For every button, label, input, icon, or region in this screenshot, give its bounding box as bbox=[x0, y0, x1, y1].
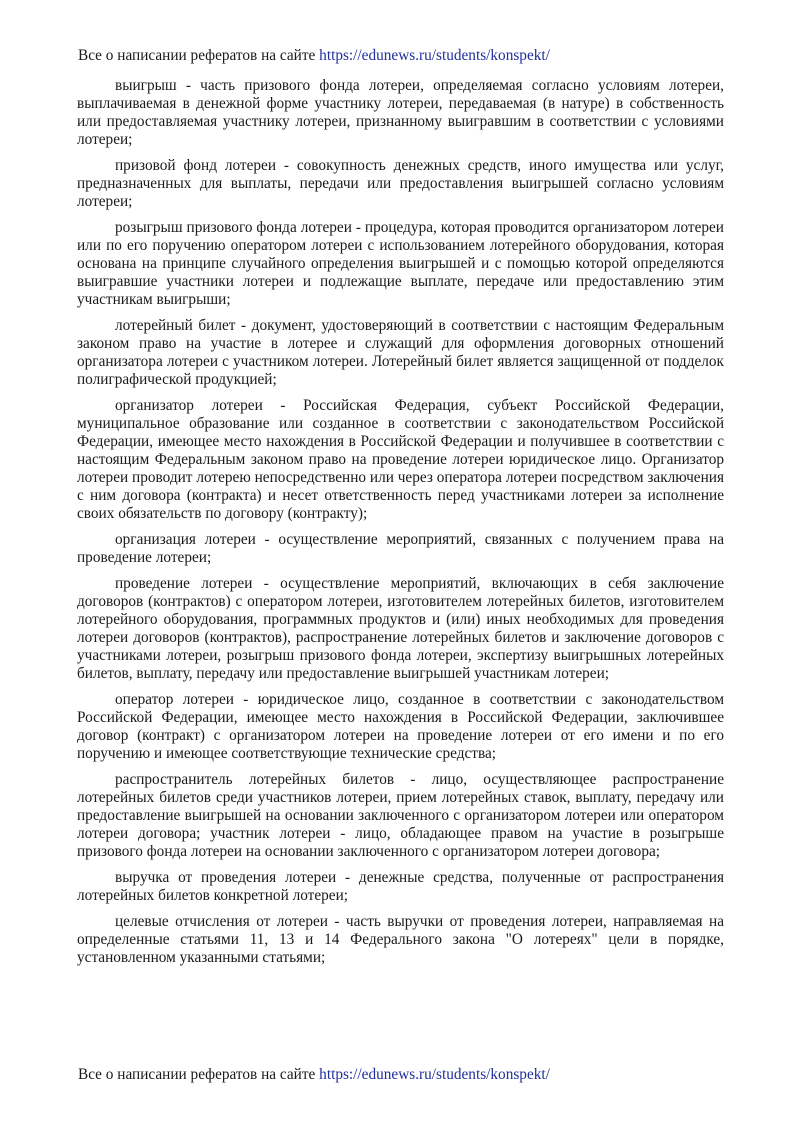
paragraph-lottery-revenue: выручка от проведения лотереи - денежные средства, полученные от распространения лотерейных билетов конкретной лотереи; bbox=[77, 869, 724, 904]
paragraph-lottery-operator: оператор лотереи - юридическое лицо, созданное в соответствии с законодательством Российской Федерации, имеющее место нахождения в Российской Федерации, заключившее договор (контракт) с организатором лотереи на проведение лотереи от его имени и по его поручению и имеющее соответствующие технические средства; bbox=[77, 691, 724, 762]
page-header bbox=[78, 47, 550, 65]
paragraph-target-deductions: целевые отчисления от лотереи - часть выручки от проведения лотереи, направляемая на определенные статьями 11, 13 и 14 Федерального закона "О лотереях" цели в порядке, установленном указанными статьями; bbox=[77, 913, 724, 966]
footer-text: Все о написании рефератов на сайте bbox=[78, 1066, 316, 1083]
paragraph-lottery-conduct: проведение лотереи - осуществление мероприятий, включающих в себя заключение договоров (контрактов) с оператором лотереи, изготовителем лотерейных билетов, изготовителем лотерейного оборудования, программных продуктов и (или) иных необходимых для проведения лотереи договоров (контрактов), распространение лотерейных билетов и заключение договоров с участниками лотереи, розыгрыш призового фонда лотереи, экспертизу выигрышных лотерейных билетов, выплату, передачу или предоставление выигрышей участникам лотереи; bbox=[77, 575, 724, 682]
paragraph-lottery-organizer: организатор лотереи - Российская Федерация, субъект Российской Федерации, муниципальное образование или созданное в соответствии с законодательством Российской Федерации, имеющее место нахождения в Российской Федерации и получившее в соответствии с настоящим Федеральным законом право на проведение лотереи юридическое лицо. Организатор лотереи проводит лотерею непосредственно или через оператора лотереи посредством заключения с ним договора (контракта) и несет ответственность перед участниками лотереи за исполнение своих обязательств по договору (контракту); bbox=[77, 397, 724, 522]
header-link[interactable]: https://edunews.ru/students/konspekt/ bbox=[319, 47, 550, 64]
footer-link[interactable]: https://edunews.ru/students/konspekt/ bbox=[319, 1066, 550, 1083]
paragraph-prize-fund: призовой фонд лотереи - совокупность денежных средств, иного имущества или услуг, предназначенных для выплаты, передачи или предоставления выигрышей согласно условиям лотереи; bbox=[77, 157, 724, 210]
page-footer bbox=[78, 1066, 550, 1084]
document-body bbox=[77, 77, 724, 975]
header-text: Все о написании рефератов на сайте bbox=[78, 47, 316, 64]
paragraph-prize-draw: розыгрыш призового фонда лотереи - процедура, которая проводится организатором лотереи или по его поручению оператором лотереи с использованием лотерейного оборудования, которая основана на принципе случайного определения выигрышей и с помощью которой определяются выигравшие участники лотереи и подлежащие выплате, передаче или предоставлению этим участникам выигрыши; bbox=[77, 219, 724, 308]
paragraph-ticket-distributor: распространитель лотерейных билетов - лицо, осуществляющее распространение лотерейных билетов среди участников лотереи, прием лотерейных ставок, выплату, передачу или предоставление выигрышей на основании заключенного с организатором лотереи или оператором лотереи договора; участник лотереи - лицо, обладающее правом на участие в розыгрыше призового фонда лотереи на основании заключенного с организатором лотереи договора; bbox=[77, 771, 724, 860]
paragraph-lottery-ticket: лотерейный билет - документ, удостоверяющий в соответствии с настоящим Федеральным законом право на участие в лотерее и служащий для оформления договорных отношений организатора лотереи с участником лотереи. Лотерейный билет является защищенной от подделок полиграфической продукцией; bbox=[77, 317, 724, 388]
paragraph-prize: выигрыш - часть призового фонда лотереи, определяемая согласно условиям лотереи, выплачиваемая в денежной форме участнику лотереи, передаваемая (в натуре) в собственность или предоставляемая участнику лотереи, признанному выигравшим в соответствии с условиями лотереи; bbox=[77, 77, 724, 148]
paragraph-lottery-organization: организация лотереи - осуществление мероприятий, связанных с получением права на проведение лотереи; bbox=[77, 531, 724, 566]
